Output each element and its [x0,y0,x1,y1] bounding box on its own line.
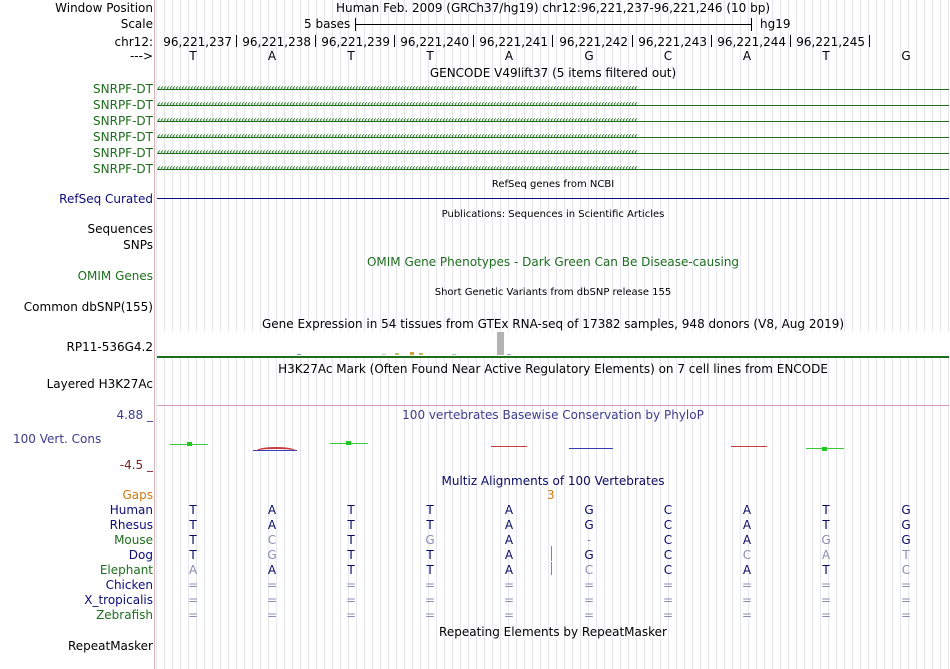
coordinate-tick [473,35,474,47]
repeatmasker-track-title: Repeating Elements by RepeatMasker [439,625,667,639]
omim-track-title: OMIM Gene Phenotypes - Dark Green Can Be Disease-causing [366,255,740,269]
alignment-base: A [742,533,752,547]
gap-marker-elephant [551,562,552,575]
label-separator [154,0,155,669]
alignment-base: G [584,548,594,562]
reference-base: A [504,49,514,63]
dbsnp-track-label[interactable]: Common dbSNP(155) [23,300,153,314]
gtex-baseline [157,356,949,358]
window-position-label: Window Position [55,1,153,15]
phylop-arc [256,447,296,455]
coordinate-label: 96,221,245 [796,35,865,49]
gap-marker-dog [551,546,552,561]
alignment-base: A [267,563,277,577]
reference-base: G [584,49,594,63]
gaps-label: Gaps [122,488,153,502]
alignment-base: C [663,533,673,547]
strand-arrow-label: ---> [129,49,153,63]
alignment-base: A [504,563,514,577]
alignment-base: T [189,548,197,562]
gencode-gene-label[interactable]: SNRPF-DT [93,98,153,112]
gtex-bar [419,353,423,355]
alignment-base: = [266,578,278,592]
alignment-base: = [266,608,278,622]
reference-base: T [426,49,434,63]
alignment-base: T [347,563,355,577]
phylop-track-label[interactable]: 100 Vert. Cons [13,432,102,446]
alignment-base: G [821,533,831,547]
alignment-base: T [822,563,830,577]
gtex-bar-tall [497,332,504,355]
alignment-base: = [583,593,595,607]
alignment-base: A [821,548,831,562]
alignment-base: = [820,578,832,592]
alignment-base: T [347,533,355,547]
gtex-bar [297,354,301,355]
alignment-base: T [347,503,355,517]
reference-base: A [267,49,277,63]
alignment-base: A [504,548,514,562]
alignment-base: = [662,593,674,607]
alignment-base: - [586,533,592,547]
sequences-track-label[interactable]: Sequences [87,222,153,236]
alignment-base: G [901,518,911,532]
alignment-base: C [663,563,673,577]
reference-base: G [901,49,911,63]
alignment-base: = [662,608,674,622]
phylop-peak-mark [822,447,827,451]
snps-track-label[interactable]: SNPs [123,238,153,252]
alignment-base: = [900,593,912,607]
gencode-gene-label[interactable]: SNRPF-DT [93,130,153,144]
repeatmasker-track-label[interactable]: RepeatMasker [67,639,153,653]
reference-base: A [742,49,752,63]
species-label[interactable]: Zebrafish [96,608,153,622]
reference-base: T [189,49,197,63]
species-label[interactable]: Rhesus [109,518,153,532]
coordinate-tick [711,35,712,47]
species-label[interactable]: Human [109,503,153,517]
gtex-plot-area[interactable] [157,332,949,357]
alignment-base: A [742,563,752,577]
reference-base: T [822,49,830,63]
h3k27ac-track-title: H3K27Ac Mark (Often Found Near Active Regulatory Elements) on 7 cell lines from ENCODE [278,362,828,376]
alignment-base: T [426,563,434,577]
species-label[interactable]: Chicken [105,578,153,592]
alignment-base: C [742,548,752,562]
alignment-base: A [267,503,277,517]
gencode-gene-label[interactable]: SNRPF-DT [93,82,153,96]
coordinate-tick [790,35,791,47]
alignment-base: C [267,533,277,547]
alignment-base: C [663,548,673,562]
coordinate-tick [869,35,870,47]
coordinate-label: 96,221,239 [321,35,390,49]
h3k27ac-track-label[interactable]: Layered H3K27Ac [46,377,153,391]
alignment-base: A [504,518,514,532]
scale-label: Scale [120,17,153,31]
gtex-bar [382,354,386,355]
alignment-base: = [266,593,278,607]
coordinate-tick [632,35,633,47]
phylop-peak-mark [346,441,351,445]
species-label[interactable]: Elephant [99,563,153,577]
coordinate-tick [394,35,395,47]
alignment-base: = [503,578,515,592]
alignment-base: A [504,503,514,517]
refseq-track-label[interactable]: RefSeq Curated [59,192,153,206]
alignment-base: = [900,608,912,622]
phylop-max-label: 4.88 _ [116,408,153,422]
reference-base: C [663,49,673,63]
alignment-base: = [345,578,357,592]
strand-chevrons: ‹‹‹‹‹‹‹‹‹‹‹‹‹‹‹‹‹‹‹‹‹‹‹‹‹‹‹‹‹‹‹‹‹‹‹‹‹‹‹‹‹‹‹‹‹‹‹‹‹‹‹‹‹‹‹‹‹‹‹‹‹‹‹‹‹‹‹‹‹‹‹‹‹‹‹‹‹‹‹‹‹‹‹‹‹‹‹‹‹‹‹‹‹‹‹‹‹‹‹‹‹‹‹‹‹‹‹‹‹‹‹‹‹‹‹‹‹‹‹‹‹‹‹‹‹‹‹‹‹‹‹‹‹‹‹‹‹‹‹‹‹‹‹‹‹‹‹‹‹‹‹‹‹‹‹‹‹‹‹‹ [157,132,637,142]
strand-chevrons: ‹‹‹‹‹‹‹‹‹‹‹‹‹‹‹‹‹‹‹‹‹‹‹‹‹‹‹‹‹‹‹‹‹‹‹‹‹‹‹‹‹‹‹‹‹‹‹‹‹‹‹‹‹‹‹‹‹‹‹‹‹‹‹‹‹‹‹‹‹‹‹‹‹‹‹‹‹‹‹‹‹‹‹‹‹‹‹‹‹‹‹‹‹‹‹‹‹‹‹‹‹‹‹‹‹‹‹‹‹‹‹‹‹‹‹‹‹‹‹‹‹‹‹‹‹‹‹‹‹‹‹‹‹‹‹‹‹‹‹‹‹‹‹‹‹‹‹‹‹‹‹‹‹‹‹‹‹‹‹‹ [157,100,637,110]
alignment-base: = [583,578,595,592]
coordinate-label: 96,221,243 [638,35,707,49]
alignment-base: = [741,578,753,592]
multiz-track-title: Multiz Alignments of 100 Vertebrates [441,474,665,488]
phylop-score-mark [569,448,613,449]
alignment-base: G [901,503,911,517]
alignment-base: T [426,518,434,532]
alignment-base: = [900,578,912,592]
alignment-base: T [189,533,197,547]
alignment-base: = [583,608,595,622]
alignment-base: = [820,593,832,607]
alignment-base: = [741,608,753,622]
alignment-base: = [424,578,436,592]
phylop-track-title: 100 vertebrates Basewise Conservation by PhyloP [402,408,704,422]
alignment-base: T [189,518,197,532]
phylop-peak-mark [187,442,192,446]
alignment-base: = [187,593,199,607]
alignment-base: = [741,593,753,607]
gtex-track-title: Gene Expression in 54 tissues from GTEx RNA-seq of 17382 samples, 948 donors (V8, Aug 2019) [261,317,845,331]
alignment-base: C [584,563,594,577]
phylop-score-mark [731,446,767,447]
alignment-base: C [663,518,673,532]
alignment-base: T [426,503,434,517]
alignment-base: = [345,593,357,607]
coordinate-label: 96,221,237 [163,35,232,49]
alignment-base: G [584,503,594,517]
alignment-base: A [742,518,752,532]
alignment-base: = [187,578,199,592]
species-label[interactable]: Mouse [114,533,153,547]
species-label[interactable]: X_tropicalis [84,593,153,607]
alignment-base: G [425,533,435,547]
alignment-base: T [822,503,830,517]
scale-bar-right-tick [751,18,752,31]
alignment-base: T [822,518,830,532]
gencode-gene-label[interactable]: SNRPF-DT [93,114,153,128]
alignment-base: T [189,503,197,517]
gencode-track-title: GENCODE V49lift37 (5 items filtered out) [429,66,677,80]
gtex-bar [395,353,399,355]
dbsnp-track-title: Short Genetic Variants from dbSNP release 155 [434,287,672,298]
gaps-count: 3 [547,488,555,502]
alignment-base: = [820,608,832,622]
coordinate-tick [552,35,553,47]
alignment-base: = [187,608,199,622]
coordinate-label: 96,221,241 [479,35,548,49]
alignment-base: = [662,578,674,592]
gtex-bar [410,352,414,355]
coordinate-label: 96,221,238 [242,35,311,49]
scale-db: hg19 [760,17,791,31]
strand-chevrons: ‹‹‹‹‹‹‹‹‹‹‹‹‹‹‹‹‹‹‹‹‹‹‹‹‹‹‹‹‹‹‹‹‹‹‹‹‹‹‹‹‹‹‹‹‹‹‹‹‹‹‹‹‹‹‹‹‹‹‹‹‹‹‹‹‹‹‹‹‹‹‹‹‹‹‹‹‹‹‹‹‹‹‹‹‹‹‹‹‹‹‹‹‹‹‹‹‹‹‹‹‹‹‹‹‹‹‹‹‹‹‹‹‹‹‹‹‹‹‹‹‹‹‹‹‹‹‹‹‹‹‹‹‹‹‹‹‹‹‹‹‹‹‹‹‹‹‹‹‹‹‹‹‹‹‹‹‹‹‹‹ [157,164,637,174]
alignment-base: = [345,608,357,622]
alignment-base: = [503,608,515,622]
gencode-gene-label[interactable]: SNRPF-DT [93,162,153,176]
coordinate-label: 96,221,244 [717,35,786,49]
window-position-value: Human Feb. 2009 (GRCh37/hg19) chr12:96,221,237-96,221,246 (10 bp) [335,1,770,15]
omim-track-label[interactable]: OMIM Genes [77,269,153,283]
gencode-gene-label[interactable]: SNRPF-DT [93,146,153,160]
scale-bar-left-tick [355,18,356,31]
alignment-base: C [663,503,673,517]
scale-value: 5 bases [304,17,351,31]
strand-chevrons: ‹‹‹‹‹‹‹‹‹‹‹‹‹‹‹‹‹‹‹‹‹‹‹‹‹‹‹‹‹‹‹‹‹‹‹‹‹‹‹‹‹‹‹‹‹‹‹‹‹‹‹‹‹‹‹‹‹‹‹‹‹‹‹‹‹‹‹‹‹‹‹‹‹‹‹‹‹‹‹‹‹‹‹‹‹‹‹‹‹‹‹‹‹‹‹‹‹‹‹‹‹‹‹‹‹‹‹‹‹‹‹‹‹‹‹‹‹‹‹‹‹‹‹‹‹‹‹‹‹‹‹‹‹‹‹‹‹‹‹‹‹‹‹‹‹‹‹‹‹‹‹‹‹‹‹‹‹‹‹‹ [157,84,637,94]
chrom-label: chr12: [114,35,153,49]
alignment-base: T [902,548,910,562]
reference-base: T [347,49,355,63]
coordinate-label: 96,221,242 [559,35,628,49]
alignment-base: A [267,518,277,532]
coordinate-label: 96,221,240 [400,35,469,49]
alignment-base: = [424,593,436,607]
species-label[interactable]: Dog [128,548,153,562]
scale-bar [355,24,751,25]
alignment-base: = [503,593,515,607]
alignment-base: C [901,563,911,577]
strand-chevrons: ‹‹‹‹‹‹‹‹‹‹‹‹‹‹‹‹‹‹‹‹‹‹‹‹‹‹‹‹‹‹‹‹‹‹‹‹‹‹‹‹‹‹‹‹‹‹‹‹‹‹‹‹‹‹‹‹‹‹‹‹‹‹‹‹‹‹‹‹‹‹‹‹‹‹‹‹‹‹‹‹‹‹‹‹‹‹‹‹‹‹‹‹‹‹‹‹‹‹‹‹‹‹‹‹‹‹‹‹‹‹‹‹‹‹‹‹‹‹‹‹‹‹‹‹‹‹‹‹‹‹‹‹‹‹‹‹‹‹‹‹‹‹‹‹‹‹‹‹‹‹‹‹‹‹‹‹‹‹‹‹ [157,116,637,126]
alignment-base: T [347,548,355,562]
alignment-base: G [901,533,911,547]
alignment-base: G [267,548,277,562]
alignment-base: A [742,503,752,517]
alignment-base: T [347,518,355,532]
alignment-base: A [504,533,514,547]
refseq-track-title: RefSeq genes from NCBI [491,179,615,190]
phylop-score-mark [491,446,527,447]
publications-track-title: Publications: Sequences in Scientific Articles [441,209,665,220]
alignment-base: = [424,608,436,622]
h3k27ac-baseline [157,405,949,406]
alignment-base: G [584,518,594,532]
gtex-bar [507,354,511,355]
alignment-base: T [426,548,434,562]
gtex-track-label[interactable]: RP11-536G4.2 [66,340,153,354]
phylop-min-label: -4.5 _ [119,458,153,472]
gtex-bar [452,354,456,355]
alignment-base: A [188,563,198,577]
coordinate-tick [236,35,237,47]
coordinate-tick [315,35,316,47]
refseq-gene-line[interactable] [157,198,949,199]
strand-chevrons: ‹‹‹‹‹‹‹‹‹‹‹‹‹‹‹‹‹‹‹‹‹‹‹‹‹‹‹‹‹‹‹‹‹‹‹‹‹‹‹‹‹‹‹‹‹‹‹‹‹‹‹‹‹‹‹‹‹‹‹‹‹‹‹‹‹‹‹‹‹‹‹‹‹‹‹‹‹‹‹‹‹‹‹‹‹‹‹‹‹‹‹‹‹‹‹‹‹‹‹‹‹‹‹‹‹‹‹‹‹‹‹‹‹‹‹‹‹‹‹‹‹‹‹‹‹‹‹‹‹‹‹‹‹‹‹‹‹‹‹‹‹‹‹‹‹‹‹‹‹‹‹‹‹‹‹‹‹‹‹‹ [157,148,637,158]
